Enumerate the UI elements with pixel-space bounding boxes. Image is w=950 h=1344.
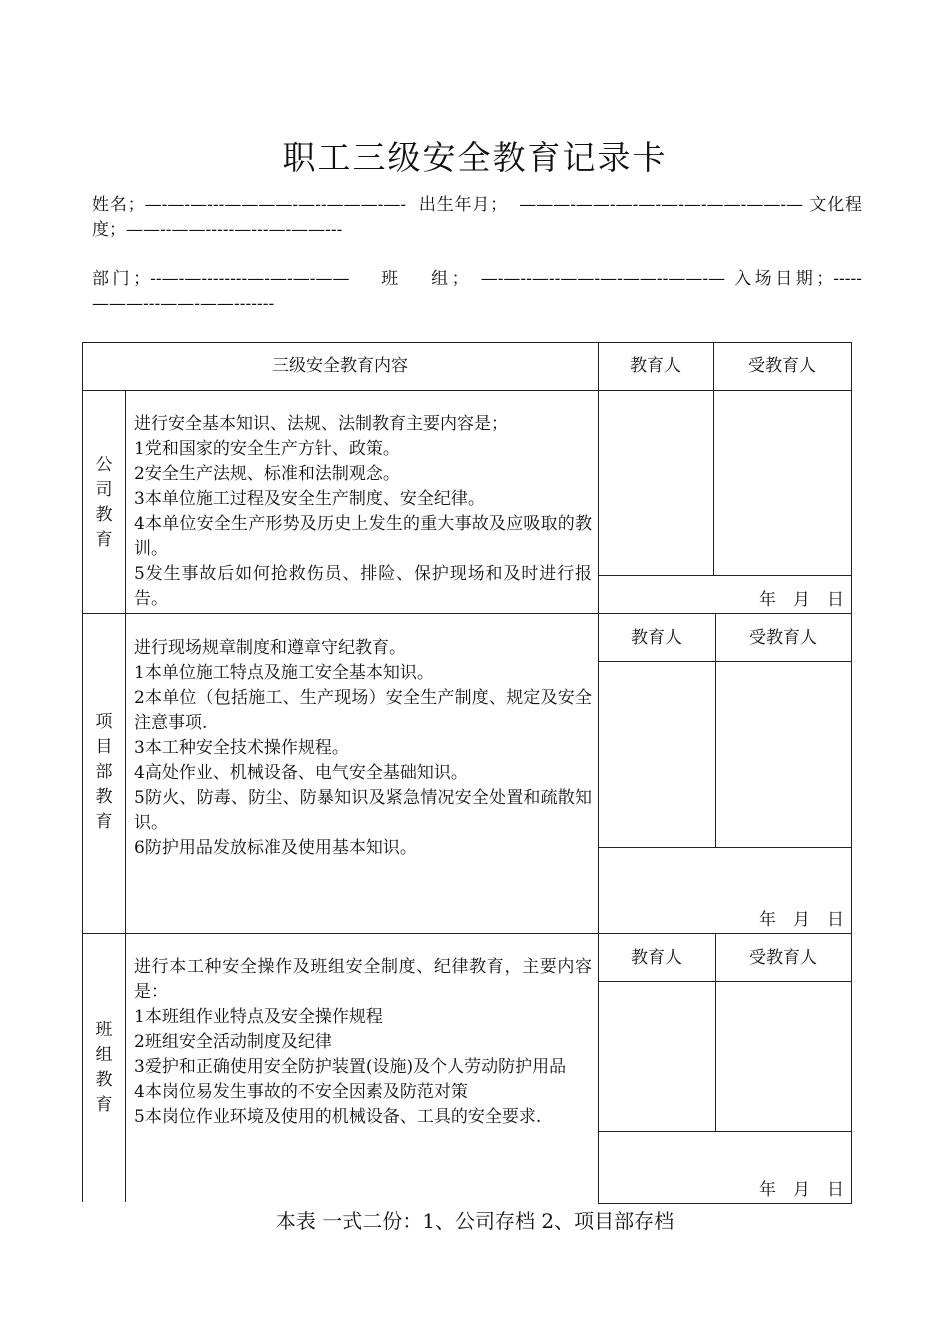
personal-info-line-2: [92, 267, 862, 317]
header-content: 三级安全教育内容: [272, 356, 408, 376]
team-trainee-signature[interactable]: [717, 983, 850, 1129]
section-team-content: [134, 955, 592, 1130]
birth-label: 出生年月；: [418, 195, 508, 215]
section-project-label: 项目部教育: [95, 712, 113, 832]
project-trainee-header: 受教育人: [749, 628, 817, 648]
list-item: 进行安全基本知识、法规、法制教育主要内容是；: [134, 414, 508, 434]
team-label: 班 组；: [377, 269, 469, 289]
list-item: 4本单位安全生产形势及历史上发生的重大事故及应吸取的教训。: [134, 514, 592, 559]
list-item: 1党和国家的安全生产方针、政策。: [134, 439, 400, 459]
team-field[interactable]: —-—--—--——-—-——--——-—: [480, 269, 726, 289]
list-item: 4高处作业、机械设备、电气安全基础知识。: [134, 763, 468, 783]
birth-field-cont: —: [786, 195, 804, 215]
team-educator-header: 教育人: [631, 948, 682, 968]
header-educator: 教育人: [630, 356, 681, 376]
list-item: 5本岗位作业环境及使用的机械设备、工具的安全要求.: [134, 1107, 542, 1127]
birth-field[interactable]: ———-——-—-—-—-—-——-——-: [519, 195, 787, 215]
list-item: 1本班组作业特点及安全操作规程: [134, 1007, 383, 1027]
education-label: 文化程度；: [92, 195, 863, 240]
personal-info-line-1: [92, 193, 862, 243]
footer-note: 本表 一式二份：1、公司存档 2、项目部存档: [275, 1209, 675, 1233]
list-item: 进行现场规章制度和遵章守纪教育。: [134, 638, 406, 658]
list-item: 3爱护和正确使用安全防护装置(设施)及个人劳动防护用品: [134, 1057, 567, 1077]
list-item: 3本工种安全技术操作规程。: [134, 738, 349, 758]
entry-date-field[interactable]: -----———---——-——-------: [92, 269, 863, 314]
section-project-content: [134, 636, 592, 861]
company-trainee-signature[interactable]: [715, 392, 850, 574]
project-educator-signature[interactable]: [600, 663, 713, 845]
section-team-label: 班组教育: [95, 1020, 113, 1115]
list-item: 4本岗位易发生事故的不安全因素及防范对策: [134, 1082, 468, 1102]
list-item: 2安全生产法规、标准和法制观念。: [134, 464, 400, 484]
list-item: 2班组安全活动制度及纪律: [134, 1032, 332, 1052]
company-educator-signature[interactable]: [600, 392, 712, 574]
list-item: 6防护用品发放标准及使用基本知识。: [134, 838, 417, 858]
header-trainee: 受教育人: [748, 356, 816, 376]
company-date[interactable]: 年 月 日: [759, 590, 844, 610]
entry-date-label: 入场日期；: [734, 269, 834, 289]
dept-label: 部门；: [92, 269, 151, 289]
list-item: 3本单位施工过程及安全生产制度、安全纪律。: [134, 489, 485, 509]
team-educator-signature[interactable]: [600, 983, 713, 1129]
section-company-label: 公司教育: [95, 455, 113, 550]
section-company-content: [134, 412, 592, 612]
project-trainee-signature[interactable]: [717, 663, 850, 845]
list-item: 2本单位（包括施工、生产现场）安全生产制度、规定及安全注意事项.: [134, 688, 592, 733]
list-item: 1本单位施工特点及施工安全基本知识。: [134, 663, 434, 683]
list-item: 5防火、防毒、防尘、防暴知识及紧急情况安全处置和疏散知识。: [134, 788, 592, 833]
name-label: 姓名；: [92, 195, 145, 215]
dept-field[interactable]: --—-—--------—-—-—-——: [150, 269, 350, 289]
page-title: 职工三级安全教育记录卡: [282, 138, 668, 177]
name-field[interactable]: —-—-—---————-—--———-—-: [144, 195, 407, 215]
list-item: 5发生事故后如何抢救伤员、排险、保护现场和及时进行报告。: [134, 564, 592, 609]
list-item: 进行本工种安全操作及班组安全制度、纪律教育，主要内容是：: [134, 957, 592, 1002]
education-field[interactable]: ——--——-----—---—-——---: [126, 220, 343, 240]
project-date[interactable]: 年 月 日: [759, 910, 844, 930]
team-trainee-header: 受教育人: [749, 948, 817, 968]
team-date[interactable]: 年 月 日: [759, 1180, 844, 1200]
project-educator-header: 教育人: [631, 628, 682, 648]
